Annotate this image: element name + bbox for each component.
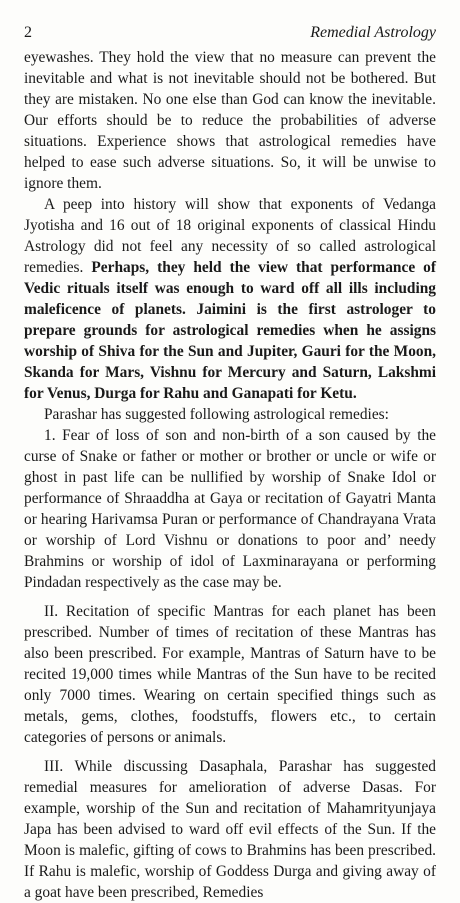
paragraph-4: 1. Fear of loss of son and non-birth of a son caused by the curse of Snake or father or mother or brother or uncle or wife or ghost in past life can be nullified by worship of Snake Idol or performance of Shraaddha at Gaya or recitation of Gayatri Manta or hearing Harivamsa Puran or performance of Chandrayana Vrata or worship of Lord Vishnu or donations to poor and’ needy Brahmins or worship of idol of Laxminarayana or performing Pindadan respectively as the case may be. xyxy=(24,427,436,591)
paragraph-2-text: A peep into history will show that exponents of Vedanga Jyotisha and 16 out of 18 original exponents of classical Hindu Astrology did not feel any necessity of so called astrological remedies. xyxy=(24,196,436,276)
page-number: 2 xyxy=(24,24,32,41)
page-body xyxy=(24,47,436,903)
paragraph-6: III. While discussing Dasaphala, Parashar has suggested remedial measures for amelioration of adverse Dasas. For example, worship of the Sun and recitation of Mahamrityunjaya Japa has been advised to ward off evil effects of the Sun. If the Moon is malefic, gifting of cows to Brahmins has been prescribed. If Rahu is malefic, worship of Goddess Durga and giving away of a goat have been prescribed, Remedies xyxy=(24,758,436,901)
paragraph-3: Parashar has suggested following astrological remedies: xyxy=(44,406,389,423)
paragraph-1: eyewashes. They hold the view that no measure can prevent the inevitable and what is not inevitable should not be bothered. But they are mistaken. No one else than God can know the inevitable. Our efforts should be to reduce the probabilities of adverse situations. Experience shows that astrological remedies have helped to ease such adverse situations. So, it will be unwise to ignore them. xyxy=(24,49,436,192)
paragraph-5: II. Recitation of specific Mantras for each planet has been prescribed. Number of times of recitation of these Mantras has also been prescribed. For example, Mantras of Saturn have to be recited 19,000 times while Mantras of the Sun have to be recited only 7000 times. Wearing on certain specified things such as metals, gems, clothes, foodstuffs, flowers etc., to certain categories of persons or animals. xyxy=(24,603,436,746)
paragraph-2-bold-text: Perhaps, they held the view that performance of Vedic rituals itself was enough to ward off all ills including maleficence of planets. Jaimini is the first astrologer to prepare grounds for astrological remedies when he assigns worship of Shiva for the Sun and Jupiter, Gauri for the Moon, Skanda for Mars, Vishnu for Mercury and Saturn, Lakshmi for Venus, Durga for Rahu and Ganapati for Ketu. xyxy=(24,259,436,402)
running-title: Remedial Astrology xyxy=(310,24,436,41)
paragraph-2 xyxy=(24,194,436,404)
page-header xyxy=(24,24,436,44)
